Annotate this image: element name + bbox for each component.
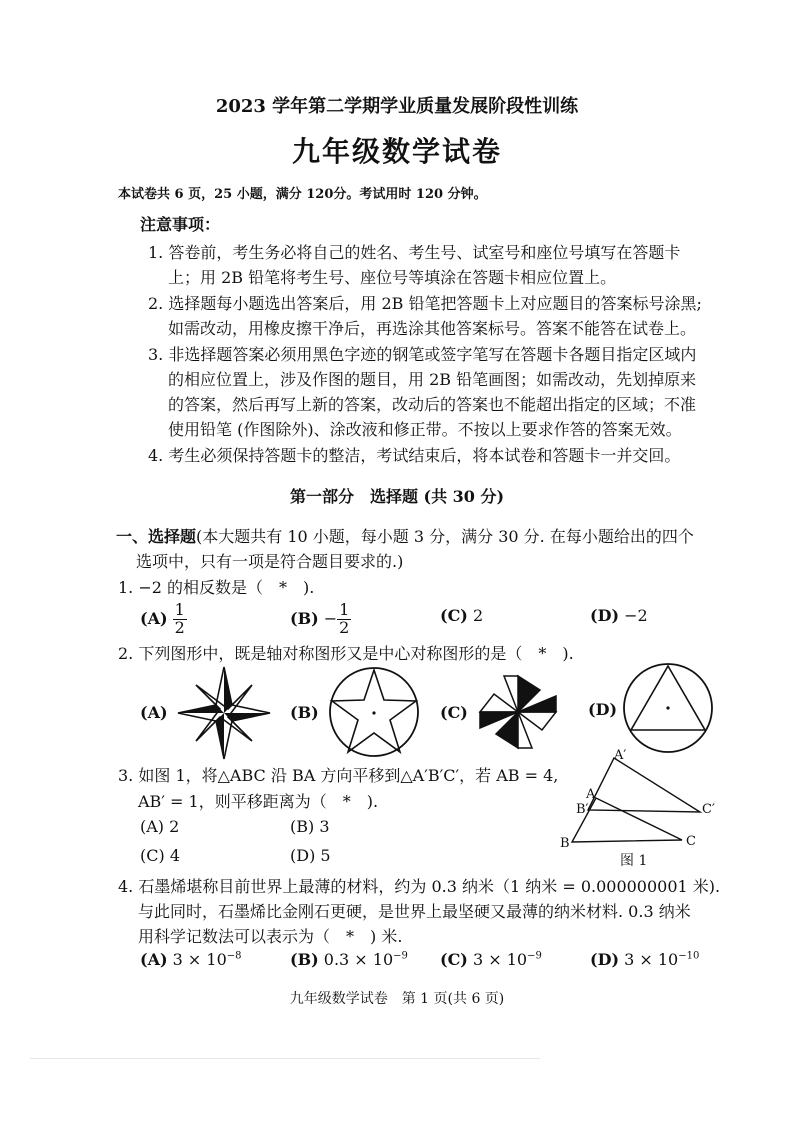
fig-label-c: C (686, 834, 696, 849)
note-line: 2. 选择题每小题选出答案后，用 2B 铅笔把答题卡上对应题目的答案标号涂黑; (148, 294, 702, 313)
figure-caption: 图 1 (620, 853, 648, 869)
question-4-stem-line1: 4. 石墨烯堪称目前世界上最薄的材料，约为 0.3 纳米（1 纳米 = 0.000000001 米). (118, 877, 721, 896)
q4-option-a: (A) $3 \times 10^{-8}$ (140, 950, 242, 969)
q4-option-c: (C) $3 \times 10^{-9}$ (440, 950, 542, 969)
q2-option-a-label: (A) (140, 703, 168, 722)
fraction: $\frac{1}{2}$ (339, 600, 350, 637)
exam-session-title: 2023 学年第二学期学业质量发展阶段性训练 (215, 96, 579, 117)
section-intro (116, 524, 694, 547)
triangle-in-circle-figure (622, 662, 714, 754)
q1-option-c: (C) 2 (440, 606, 484, 625)
fig-label-b: B (560, 836, 570, 851)
compass-star-figure (176, 665, 272, 761)
q4-option-b: (B) $0.3 \times 10^{-9}$ (290, 950, 408, 969)
note-line: 如需改动，用橡皮擦干净后，再选涂其他答案标号。答案不能答在试卷上。 (168, 319, 697, 338)
fig-label-b-prime: B′ (576, 802, 589, 817)
part-heading: 第一部分 选择题 (共 30 分) (289, 487, 505, 506)
question-3-stem-line2: AB′ = 1，则平移距离为（ * ). (138, 792, 379, 811)
q3-option-a: (A) 2 (140, 817, 180, 836)
note-line: 上；用 2B 铅笔将考生号、座位号等填涂在答题卡相应位置上。 (168, 268, 617, 287)
question-3-stem-line1: 3. 如图 1，将△ABC 沿 BA 方向平移到△A′B′C′，若 AB = 4, (118, 766, 559, 785)
q2-option-b-label: (B) (290, 703, 319, 722)
exam-meta: 本试卷共 6 页，25 小题，满分 120分。考试用时 120 分钟。 (118, 187, 487, 202)
note-line: 1. 答卷前，考生务必将自己的姓名、考生号、试室号和座位号填写在答题卡 (148, 243, 681, 262)
question-4-stem-line3: 用科学记数法可以表示为（ * ) 米. (138, 927, 403, 946)
q3-option-c: (C) 4 (140, 846, 180, 865)
scan-edge-line (30, 1058, 540, 1059)
section-intro-line2: 选项中，只有一项是符合题目要求的.) (136, 552, 404, 571)
note-line: 的相应位置上，涉及作图的题目，用 2B 铅笔画图；如需改动，先划掉原来 (168, 370, 697, 389)
note-line: 4. 考生必须保持答题卡的整洁，考试结束后，将本试卷和答题卡一并交回。 (148, 446, 681, 465)
notes-heading: 注意事项： (140, 215, 221, 234)
page-footer: 九年级数学试卷 第 1 页(共 6 页) (289, 991, 505, 1007)
pinwheel-figure (476, 672, 560, 752)
star-in-circle-figure (328, 666, 420, 758)
q2-option-d-label: (D) (588, 700, 618, 719)
q3-option-d: (D) 5 (290, 846, 331, 865)
section-label: 一、选择题 (116, 527, 197, 546)
translation-triangle-figure (558, 748, 728, 848)
note-line: 的答案，然后再写上新的答案，改动后的答案也不能超出指定的区域；不准 (168, 395, 697, 414)
note-line: 3. 非选择题答案必须用黑色字迹的钢笔或签字笔写在答题卡各题目指定区域内 (148, 345, 697, 364)
page-title: 九年级数学试卷 (291, 135, 502, 168)
q1-option-d: (D) −2 (590, 606, 648, 625)
q2-option-c-label: (C) (440, 703, 468, 722)
q4-option-d: (D) $3 \times 10^{-10}$ (590, 950, 700, 969)
fraction: $\frac{1}{2}$ (174, 600, 185, 637)
question-4-stem-line2: 与此同时，石墨烯比金刚石更硬，是世界上最坚硬又最薄的纳米材料. 0.3 纳米 (138, 902, 691, 921)
question-1-stem: 1. −2 的相反数是（ * ). (118, 578, 315, 597)
fig-label-c-prime: C′ (702, 802, 715, 817)
q3-option-b: (B) 3 (290, 817, 330, 836)
section-intro-line1: (本大题共有 10 小题，每小题 3 分，满分 30 分. 在每小题给出的四个 (196, 527, 694, 546)
fig-label-a-prime: A′ (614, 748, 627, 763)
q1-option-a: (A) $\frac{1}{2}$ (140, 600, 185, 637)
fig-label-a: A (586, 787, 596, 802)
question-2-stem: 2. 下列图形中，既是轴对称图形又是中心对称图形的是（ * ). (118, 644, 574, 663)
note-line: 使用铅笔 (作图除外)、涂改液和修正带。不按以上要求作答的答案无效。 (168, 420, 682, 439)
q1-option-b: (B) − $\frac{1}{2}$ (290, 600, 350, 637)
